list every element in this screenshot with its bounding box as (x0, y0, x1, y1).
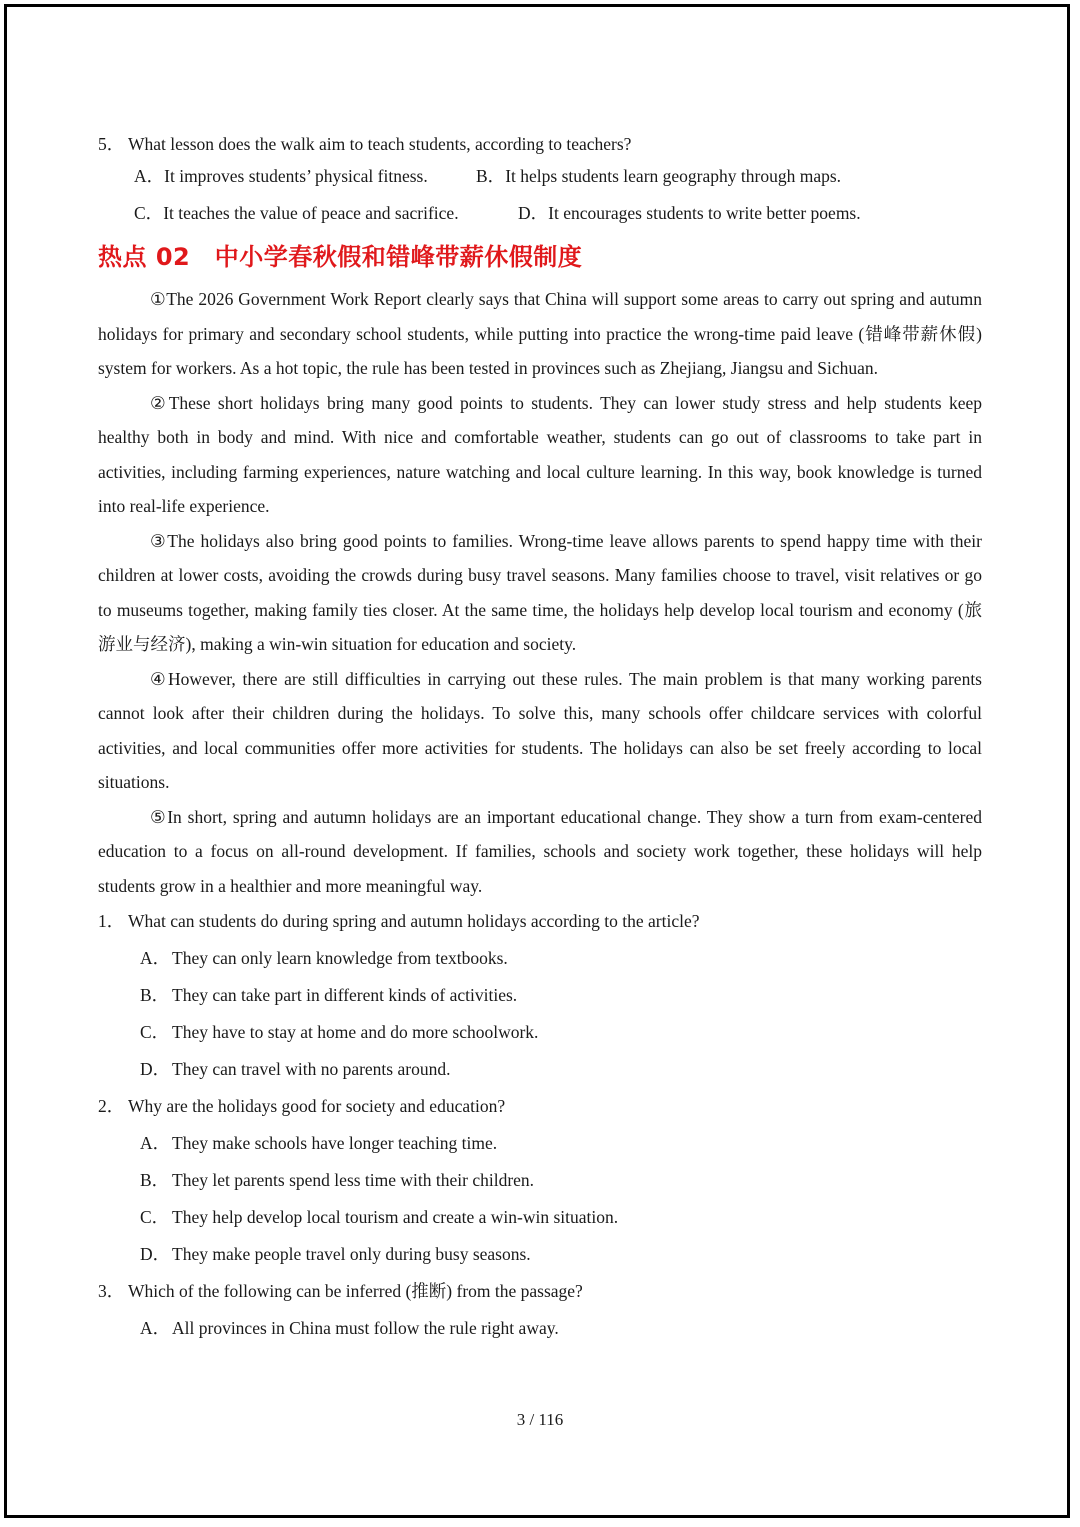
option-a: A． They make schools have longer teaching time. (140, 1133, 498, 1153)
question-5-options-row-1 (98, 158, 982, 195)
option-b: B． They can take part in different kinds of activities. (140, 985, 518, 1005)
question-5-stem (98, 130, 982, 158)
question-stem: 3． Which of the following can be inferred (推断) from the passage? (98, 1281, 583, 1301)
question-1 (98, 903, 982, 1088)
passage (98, 282, 982, 903)
paragraph-4: ④However, there are still difficulties in carrying out these rules. The main problem is that many working parents cannot look after their children during the holidays. To solve this, many schools offer childcare services with colorful activities, and local communities offer more activities for students. The holidays can also be set freely according to local situations. (98, 668, 982, 792)
option-a: A． All provinces in China must follow the rule right away. (140, 1318, 559, 1338)
option-a: A．It improves students’ physical fitness. (134, 166, 428, 186)
question-stem: 2． Why are the holidays good for society and education? (98, 1096, 506, 1116)
paragraph-1: ①The 2026 Government Work Report clearly says that China will support some areas to carry out spring and autumn holidays for primary and secondary school students, while putting into practice the wrong-time paid leave (错峰带薪休假) system for workers. As a hot topic, the rule has been tested in provinces such as Zhejiang, Jiangsu and Sichuan. (98, 289, 982, 378)
option-c: C．It teaches the value of peace and sacrifice. (134, 203, 459, 223)
question-text: What lesson does the walk aim to teach students, according to teachers? (128, 134, 632, 154)
paragraph-5: ⑤In short, spring and autumn holidays are an important educational change. They show a turn from exam-centered education to a focus on all-round development. If families, schools and society work together, these holidays will help students grow in a healthier and more meaningful way. (98, 806, 982, 896)
question-5-options-row-2 (98, 195, 982, 232)
option-c: C． They help develop local tourism and create a win-win situation. (140, 1207, 619, 1227)
question-3 (98, 1273, 982, 1347)
option-b: B．It helps students learn geography through maps. (476, 166, 842, 186)
question-stem: 1． What can students do during spring and autumn holidays according to the article? (98, 911, 700, 931)
document-body (98, 130, 982, 1347)
option-b: B． They let parents spend less time with their children. (140, 1170, 535, 1190)
option-c: C． They have to stay at home and do more schoolwork. (140, 1022, 539, 1042)
question-2 (98, 1088, 982, 1273)
paragraph-3: ③The holidays also bring good points to families. Wrong-time leave allows parents to spend happy time with their children at lower costs, avoiding the crowds during busy travel seasons. Many families choose to travel, visit relatives or go to museums together, making family ties closer. At the same time, the holidays help develop local tourism and economy (旅游业与经济), making a win-win situation for education and society. (98, 530, 982, 654)
option-d: D． They make people travel only during busy seasons. (140, 1244, 531, 1264)
option-d: D．It encourages students to write better poems. (518, 203, 861, 223)
section-heading: 热点 02 中小学春秋假和错峰带薪休假制度 (98, 243, 583, 271)
option-a: A． They can only learn knowledge from textbooks. (140, 948, 508, 968)
option-d: D． They can travel with no parents around. (140, 1059, 451, 1079)
page-number: 3 / 116 (516, 1410, 564, 1429)
paragraph-2: ②These short holidays bring many good points to students. They can lower study stress and help students keep healthy both in body and mind. With nice and comfortable weather, students can go out of classrooms to take part in activities, including farming experiences, nature watching and local culture learning. In this way, book knowledge is turned into real-life experience. (98, 392, 982, 516)
question-number: 5． (98, 134, 125, 154)
